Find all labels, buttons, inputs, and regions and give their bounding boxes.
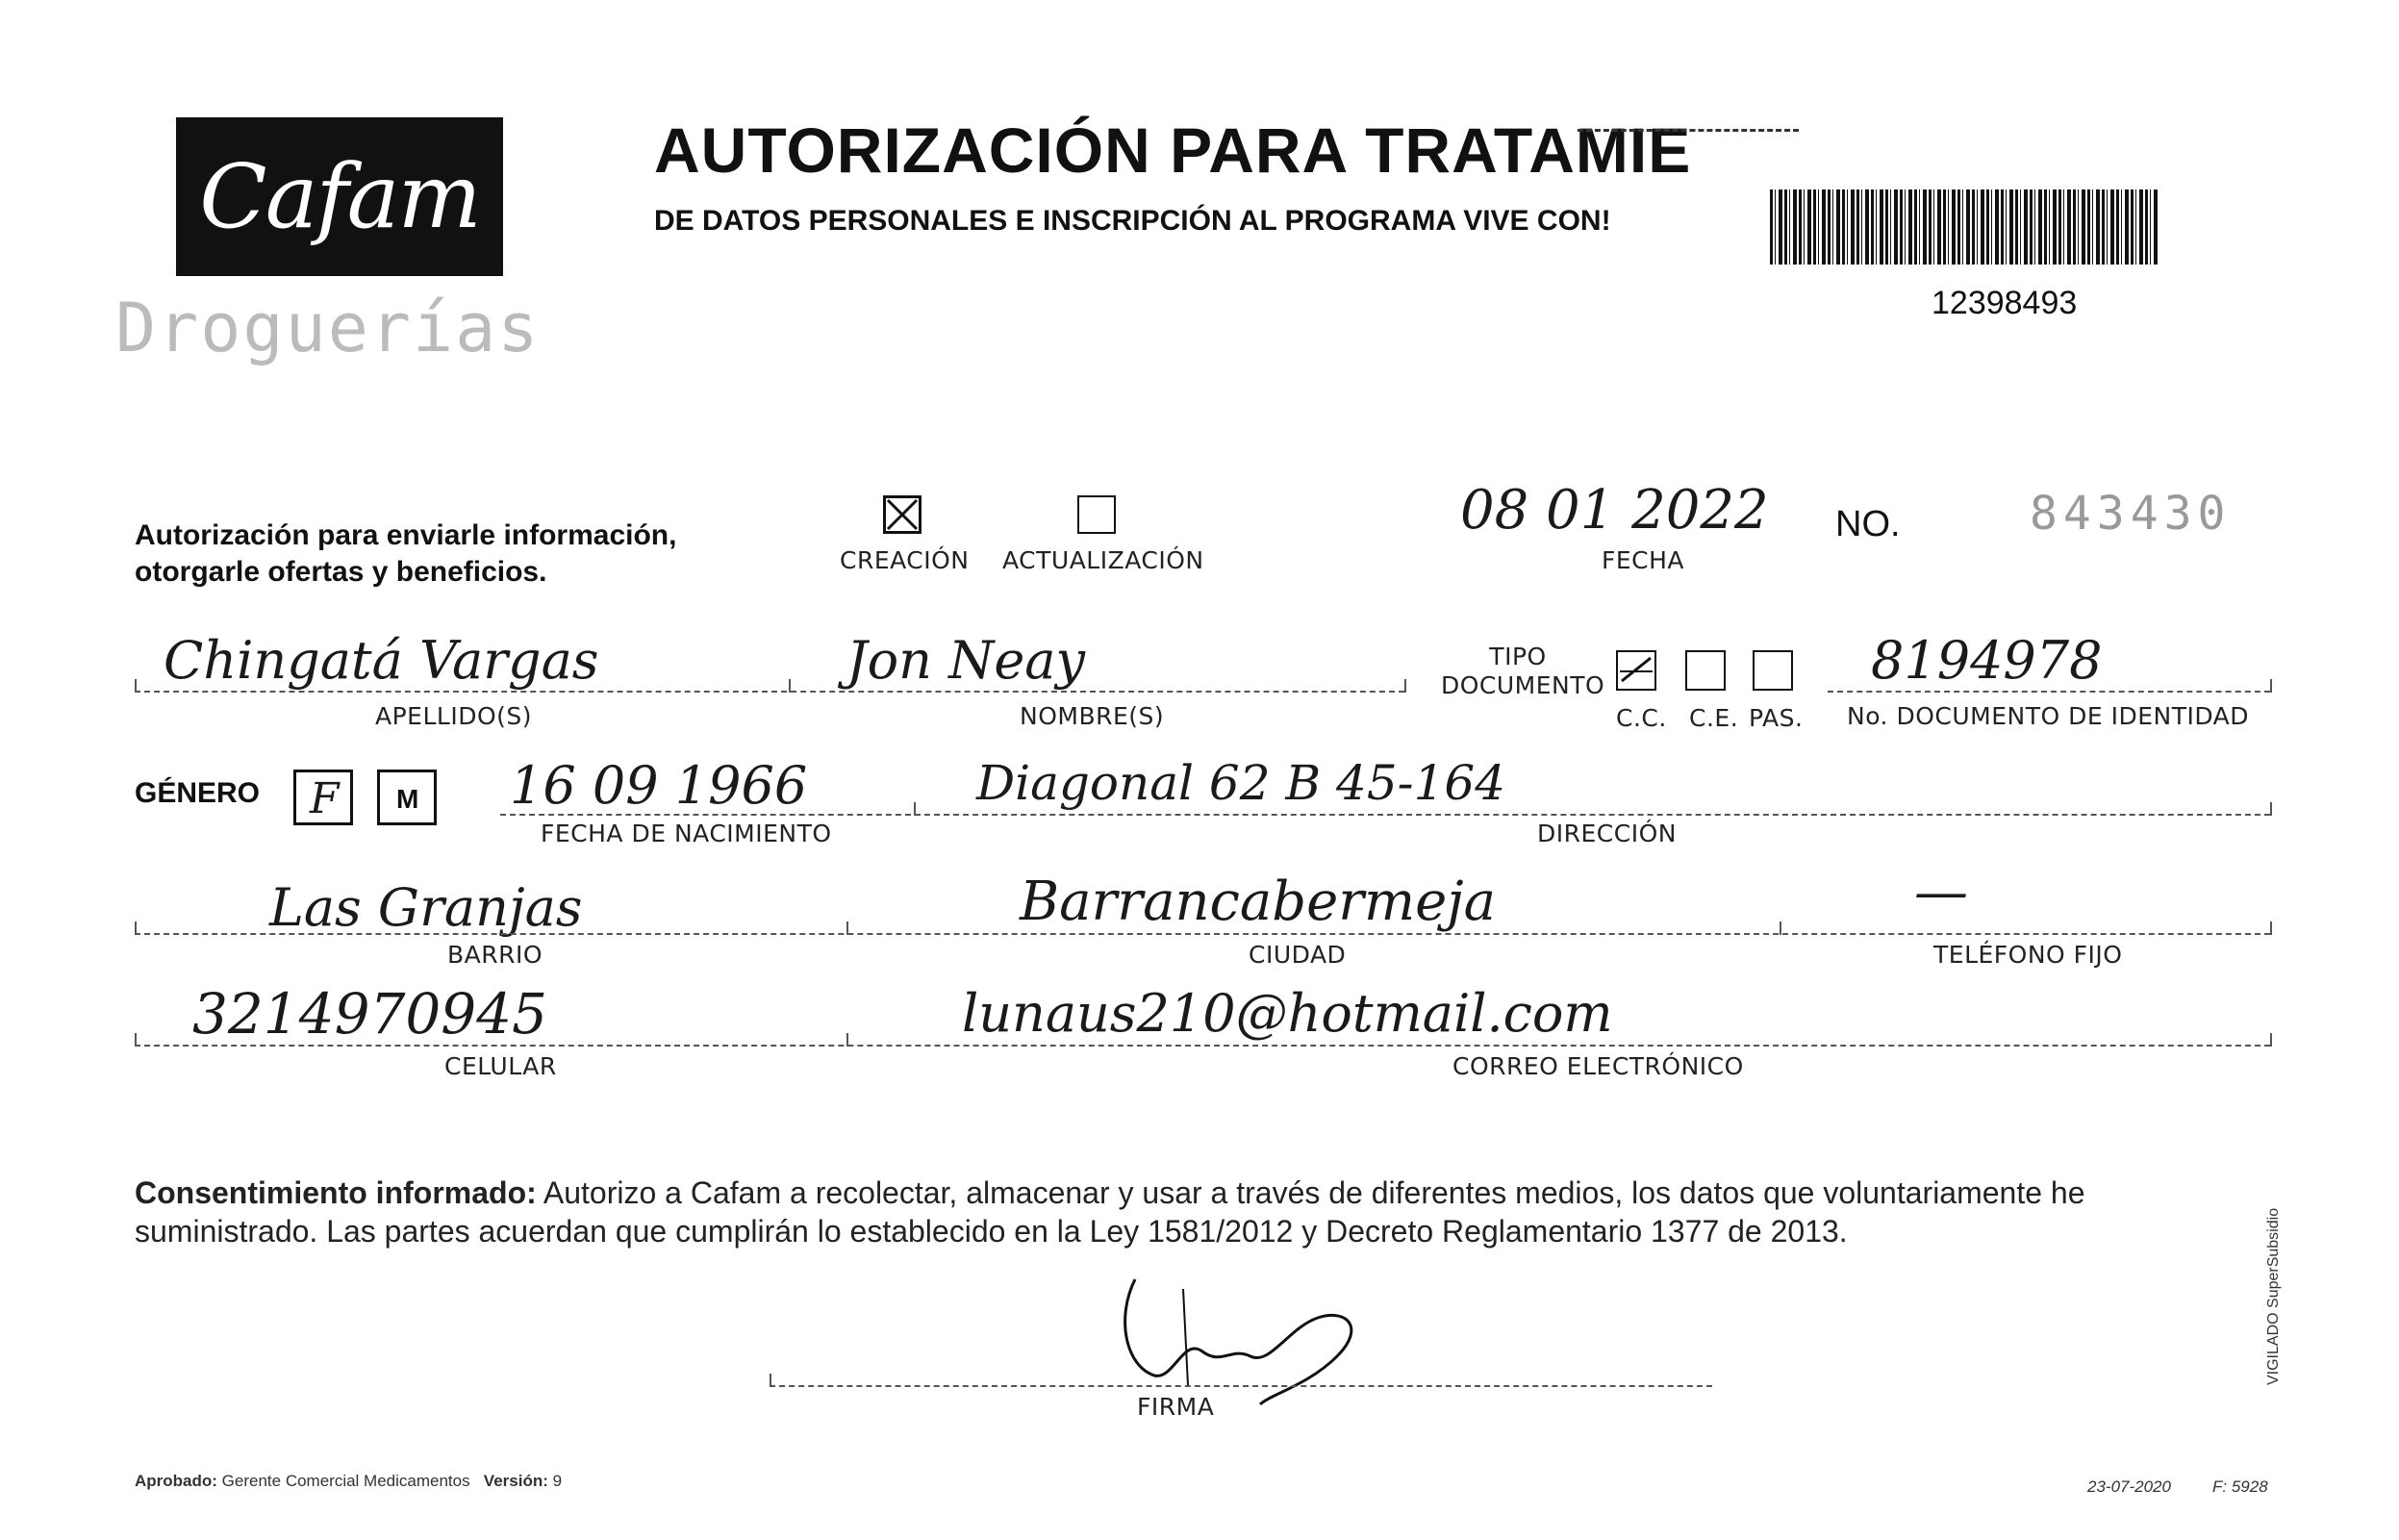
cc-label: C.C. [1616,704,1667,732]
footer-date-code: 23-07-2020 [2087,1477,2171,1496]
title-cut-line [1578,129,1799,132]
contact-row-line [135,1045,2270,1047]
ce-checkbox[interactable] [1685,650,1726,691]
celular-value[interactable]: 3214970945 [192,981,548,1047]
row-tick [846,921,848,935]
row-tick [789,679,791,693]
genero-m-checkbox[interactable] [377,770,437,825]
check-x-icon [886,498,919,531]
barcode-number: 12398493 [1932,285,2078,321]
nombres-label: NOMBRE(S) [1020,702,1165,730]
authorization-line-2: otorgarle ofertas y beneficios. [135,556,547,588]
row-tick [2270,679,2272,693]
documento-value[interactable]: 8194978 [1871,630,2103,691]
row-tick [2270,802,2272,816]
actualizacion-label: ACTUALIZACIÓN [1002,546,1204,574]
ce-label: C.E. [1689,704,1739,732]
birth-address-line [500,814,2270,816]
documento-label: No. DOCUMENTO DE IDENTIDAD [1847,702,2250,730]
pas-checkbox[interactable] [1753,650,1793,691]
footer-form-code: F: 5928 [2212,1477,2268,1496]
version-label: Versión: [483,1472,548,1490]
authorization-text [135,518,789,591]
row-tick [135,679,137,693]
row-tick [2270,921,2272,935]
supersubsidio-seal: VIGILADO SuperSubsidio [2265,1207,2282,1385]
barcode [1770,189,2159,265]
no-label: NO. [1835,504,1901,544]
creacion-checkbox[interactable] [883,495,922,534]
form-number: 843430 [2030,487,2232,541]
signature-line [770,1385,1712,1387]
direccion-label: DIRECCIÓN [1537,820,1677,847]
ciudad-label: CIUDAD [1249,941,1347,969]
apellidos-value[interactable]: Chingatá Vargas [164,630,599,691]
nacimiento-label: FECHA DE NACIMIENTO [541,820,832,847]
brand-name: Cafam [199,145,480,248]
row-tick [846,1033,848,1047]
check-mark-icon [1618,652,1654,689]
genero-m-label: M [396,784,419,814]
nombres-value[interactable]: Jon Neay [846,630,1086,691]
row-tick [2270,1033,2272,1047]
form-title: AUTORIZACIÓN PARA TRATAMIE [654,114,1692,186]
creacion-label: CREACIÓN [840,546,970,574]
tipo-documento-label: TIPO DOCUMENTO [1441,643,1605,699]
ciudad-value[interactable]: Barrancabermeja [1020,871,1497,933]
aprobado-value: Gerente Comercial Medicamentos [221,1472,470,1490]
consent-heading: Consentimiento informado: [135,1175,537,1210]
telefono-label: TELÉFONO FIJO [1933,941,2123,969]
nacimiento-value[interactable]: 16 09 1966 [510,755,808,816]
consent-paragraph [135,1174,2270,1250]
barrio-label: BARRIO [447,941,543,969]
correo-value[interactable]: lunaus210@hotmail.com [962,983,1613,1044]
direccion-value[interactable]: Diagonal 62 B 45-164 [976,755,1505,811]
row-tick [1404,679,1406,693]
row-tick [1780,921,1781,935]
pas-label: PAS. [1749,704,1804,732]
authorization-line-1: Autorización para enviarle información, [135,519,677,551]
genero-f-mark: F [310,774,340,823]
apellidos-label: APELLIDO(S) [375,702,533,730]
fecha-value[interactable]: 08 01 2022 [1460,479,1769,542]
genero-f-checkbox[interactable] [293,770,353,825]
celular-label: CELULAR [444,1052,557,1080]
barrio-row-line [135,933,2270,935]
actualizacion-checkbox[interactable] [1077,495,1116,534]
signature-drawing [1077,1260,1385,1414]
genero-label: GÉNERO [135,777,261,809]
cc-checkbox[interactable] [1616,650,1656,691]
row-tick [770,1374,771,1387]
fecha-label: FECHA [1602,546,1685,574]
firma-label: FIRMA [1137,1393,1215,1421]
version-value: 9 [552,1472,563,1490]
documento-line [1828,691,2270,693]
correo-label: CORREO ELECTRÓNICO [1452,1052,1744,1080]
row-tick [135,1033,137,1047]
footer-approval [135,1472,562,1491]
barrio-value[interactable]: Las Granjas [269,877,583,938]
sub-brand: Droguerías [115,289,541,367]
consent-text: Autorizo a Cafam a recolectar, almacenar y usar a través de diferentes medios, los datos que voluntariamente he suministrado. Las partes acuerdan que cumplirán lo establecido en la Ley 1581/2012 y Decreto Reglamentario 1377 de 2013. [135,1175,2085,1249]
name-row-line [135,691,1404,693]
row-tick [914,802,916,816]
telefono-value[interactable]: — [1914,861,1968,923]
row-tick [135,921,137,935]
cafam-logo [176,117,503,276]
aprobado-label: Aprobado: [135,1472,217,1490]
form-subtitle: DE DATOS PERSONALES E INSCRIPCIÓN AL PROGRAMA VIVE CON! [654,205,1611,237]
